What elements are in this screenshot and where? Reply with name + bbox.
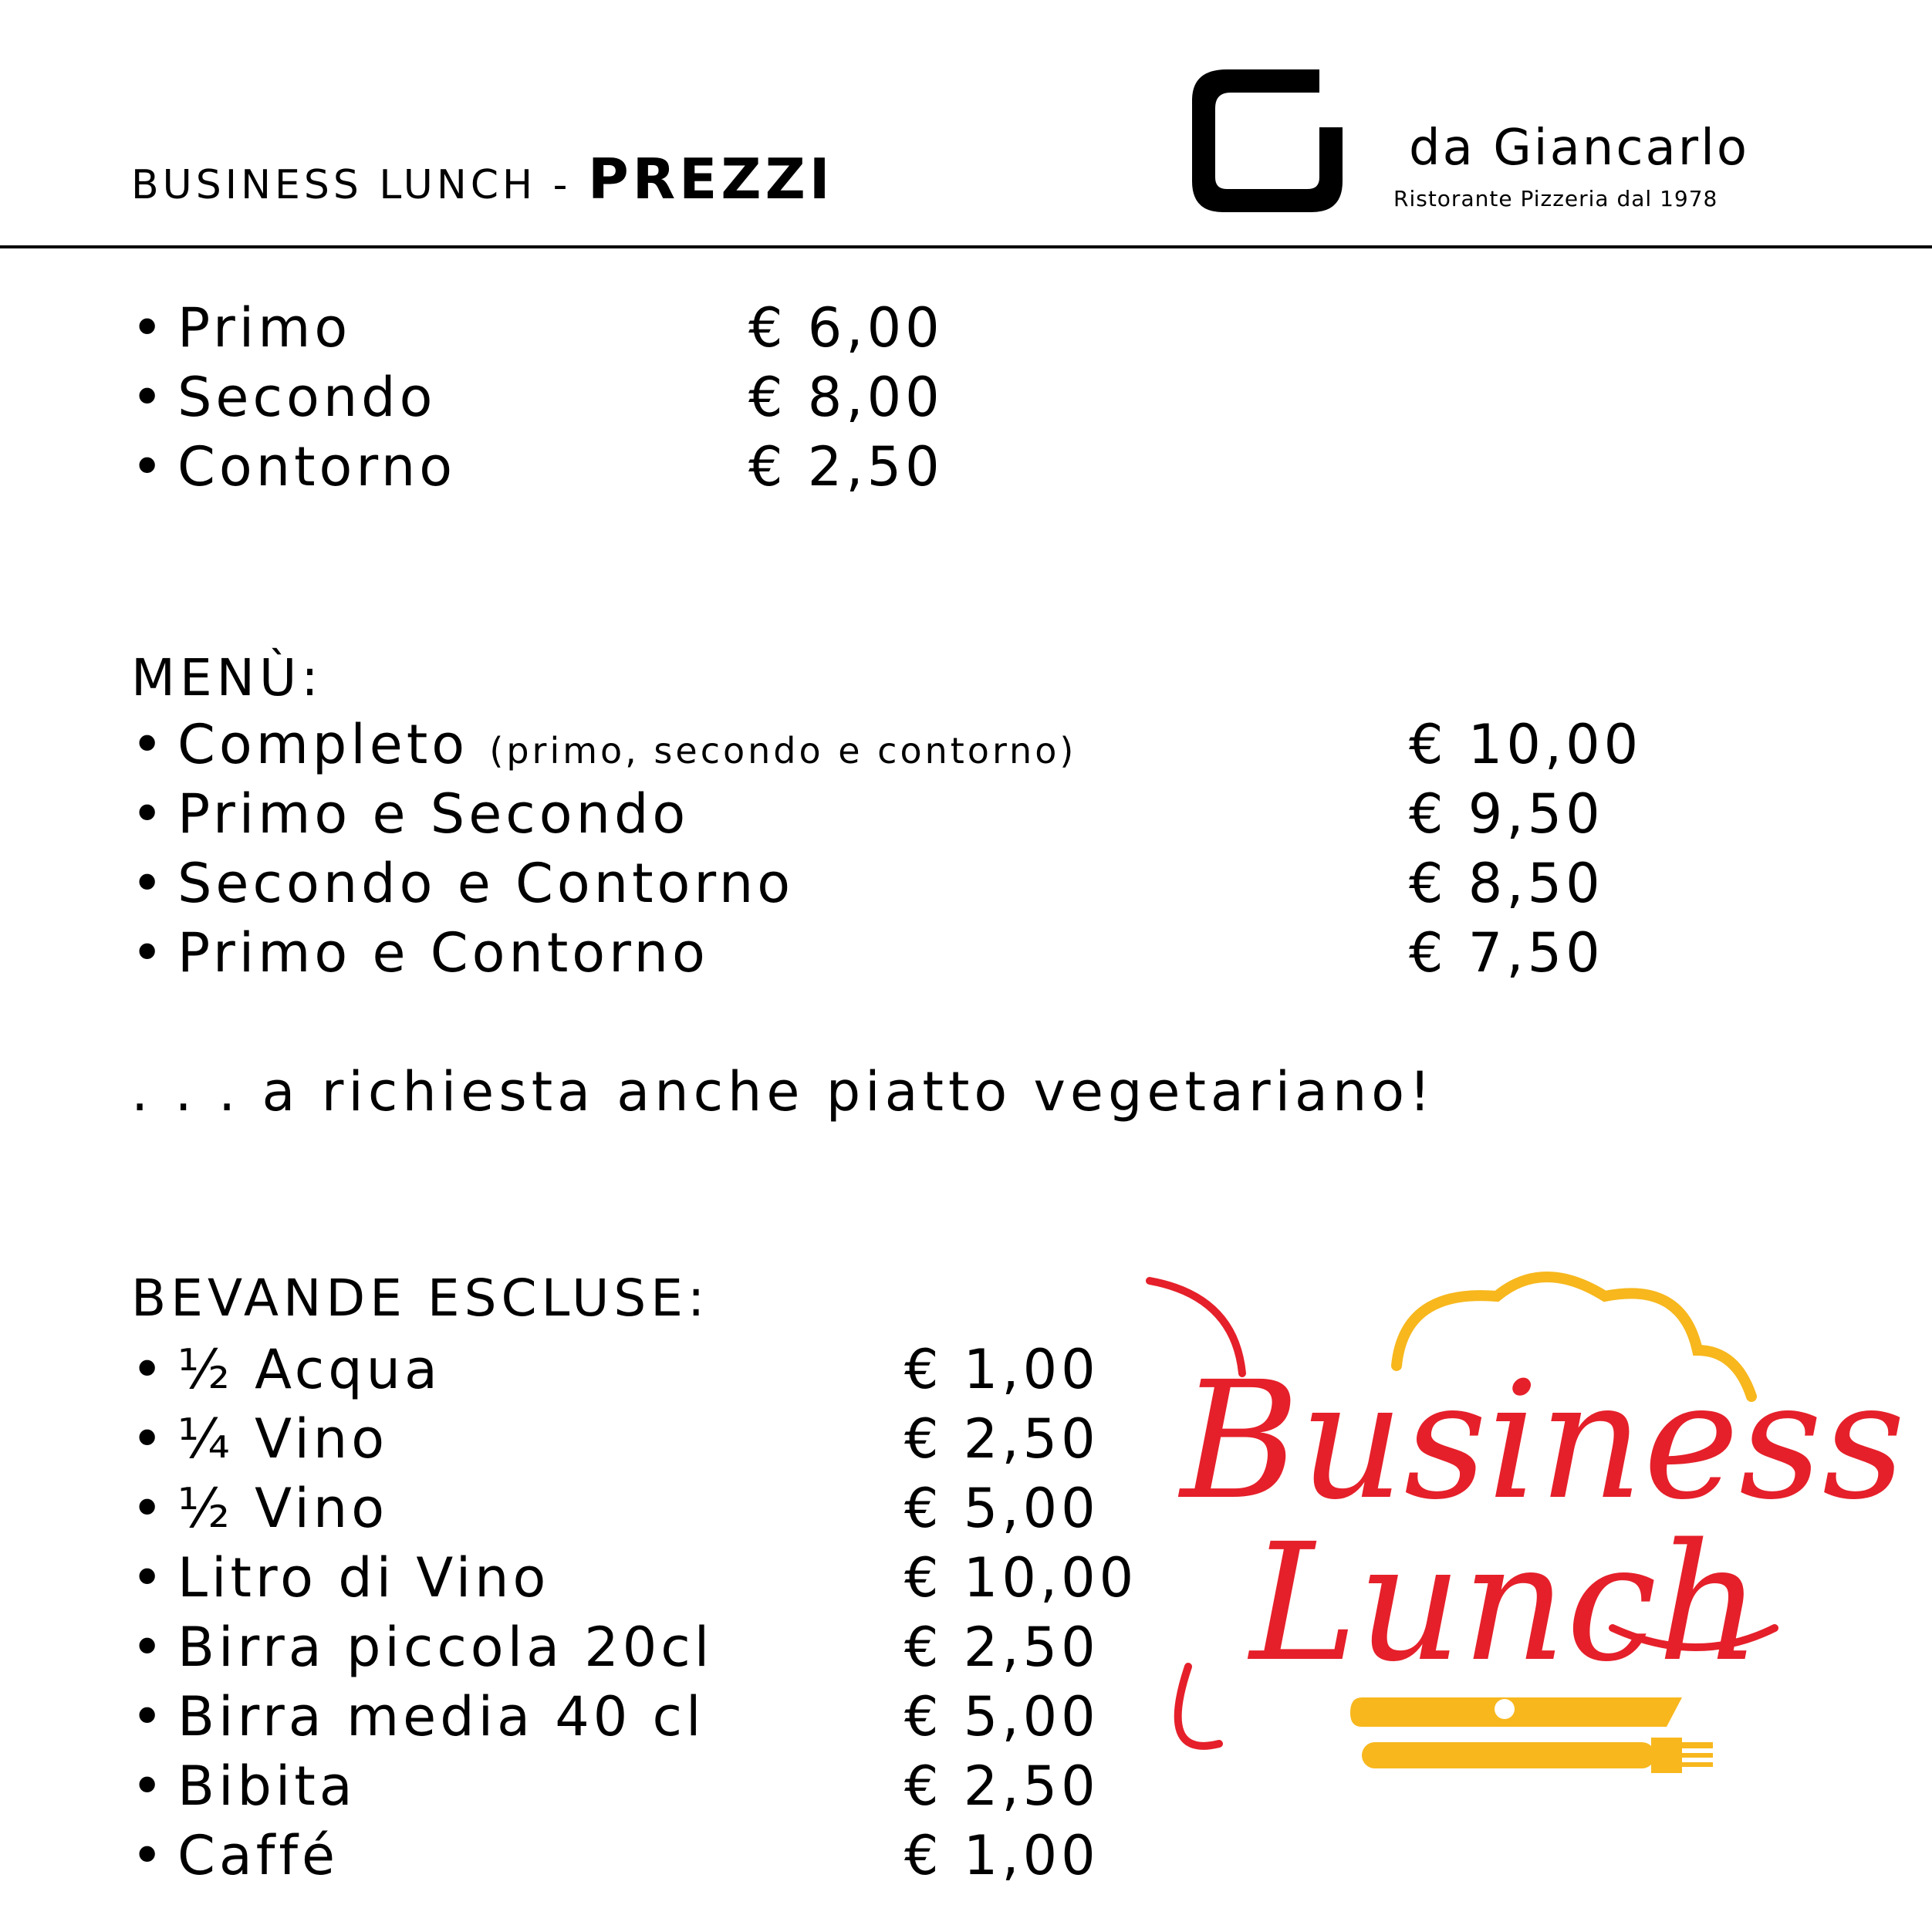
item-label: ¼ Vino bbox=[177, 1407, 389, 1471]
bullet: • bbox=[131, 1755, 167, 1818]
bullet: • bbox=[131, 1824, 167, 1887]
item-label: ½ Acqua bbox=[177, 1338, 441, 1401]
item-price: € 2,50 bbox=[904, 1616, 1099, 1679]
item-price: € 7,50 bbox=[1409, 921, 1604, 985]
bullet: • bbox=[131, 1546, 167, 1609]
item-price: € 2,50 bbox=[904, 1755, 1099, 1818]
bullet: • bbox=[131, 1477, 167, 1540]
bullet: • bbox=[131, 1616, 167, 1679]
list-item bbox=[131, 921, 709, 985]
item-label: Secondo e Contorno bbox=[177, 852, 795, 915]
item-price: € 1,00 bbox=[904, 1824, 1099, 1887]
item-label: Primo bbox=[177, 296, 352, 360]
bullet: • bbox=[131, 852, 167, 915]
item-label: Contorno bbox=[177, 435, 457, 498]
bullet: • bbox=[131, 713, 167, 776]
logo-text-lunch: Lunch bbox=[1250, 1508, 1761, 1697]
title-dash: - bbox=[536, 162, 588, 208]
bullet: • bbox=[131, 296, 167, 360]
brand-name: da Giancarlo bbox=[1409, 120, 1749, 177]
list-item bbox=[131, 1546, 550, 1609]
item-label: Primo e Contorno bbox=[177, 921, 709, 985]
business-lunch-logo bbox=[1142, 1265, 1906, 1805]
item-price: € 6,00 bbox=[748, 296, 944, 360]
item-price: € 8,50 bbox=[1409, 852, 1604, 915]
list-item bbox=[131, 296, 352, 360]
bullet: • bbox=[131, 1407, 167, 1471]
title-main: PREZZI bbox=[587, 147, 834, 211]
item-label: Bibita bbox=[177, 1755, 356, 1818]
item-label: Birra piccola 20cl bbox=[177, 1616, 714, 1679]
page-title bbox=[131, 147, 834, 211]
list-item bbox=[131, 1616, 714, 1679]
menu-section-title: MENÙ: bbox=[131, 648, 323, 708]
list-item bbox=[131, 1407, 389, 1471]
vegetarian-note: . . . a richiesta anche piatto vegetariano! bbox=[131, 1060, 1436, 1123]
list-item bbox=[131, 852, 795, 915]
bullet: • bbox=[131, 366, 167, 429]
item-price: € 5,00 bbox=[904, 1477, 1099, 1540]
item-label: Birra media 40 cl bbox=[177, 1685, 705, 1748]
list-item bbox=[131, 1755, 356, 1818]
bullet: • bbox=[131, 435, 167, 498]
item-price: € 8,00 bbox=[748, 366, 944, 429]
list-item bbox=[131, 713, 1077, 776]
list-item bbox=[131, 1685, 705, 1748]
logo-text-business: Business bbox=[1180, 1346, 1906, 1535]
restaurant-logo-mark bbox=[1192, 69, 1366, 212]
item-price: € 9,50 bbox=[1409, 782, 1604, 846]
item-label: ½ Vino bbox=[177, 1477, 389, 1540]
header-divider bbox=[0, 245, 1932, 248]
list-item bbox=[131, 366, 437, 429]
knife-hole bbox=[1495, 1699, 1515, 1719]
list-item bbox=[131, 1824, 339, 1887]
title-prefix: BUSINESS LUNCH bbox=[131, 162, 537, 208]
brand-subtitle: Ristorante Pizzeria dal 1978 bbox=[1393, 186, 1718, 211]
item-price: € 5,00 bbox=[904, 1685, 1099, 1748]
bullet: • bbox=[131, 921, 167, 985]
list-item bbox=[131, 1338, 441, 1401]
item-label: Primo e Secondo bbox=[177, 782, 690, 846]
bullet: • bbox=[131, 782, 167, 846]
item-price: € 10,00 bbox=[1409, 713, 1643, 776]
bullet: • bbox=[131, 1338, 167, 1401]
drinks-section-title: BEVANDE ESCLUSE: bbox=[131, 1268, 710, 1328]
item-price: € 2,50 bbox=[748, 435, 944, 498]
item-label: Secondo bbox=[177, 366, 437, 429]
item-label: Caffé bbox=[177, 1824, 339, 1887]
list-item bbox=[131, 782, 690, 846]
item-price: € 1,00 bbox=[904, 1338, 1099, 1401]
list-item bbox=[131, 1477, 389, 1540]
fork-icon bbox=[1651, 1738, 1713, 1773]
item-detail: (primo, secondo e contorno) bbox=[489, 730, 1077, 772]
item-price: € 2,50 bbox=[904, 1407, 1099, 1471]
item-label: Completo bbox=[177, 713, 469, 776]
list-item bbox=[131, 435, 457, 498]
fork-handle bbox=[1362, 1742, 1655, 1768]
knife-icon bbox=[1350, 1697, 1682, 1727]
bullet: • bbox=[131, 1685, 167, 1748]
item-label: Litro di Vino bbox=[177, 1546, 550, 1609]
item-price: € 10,00 bbox=[904, 1546, 1138, 1609]
